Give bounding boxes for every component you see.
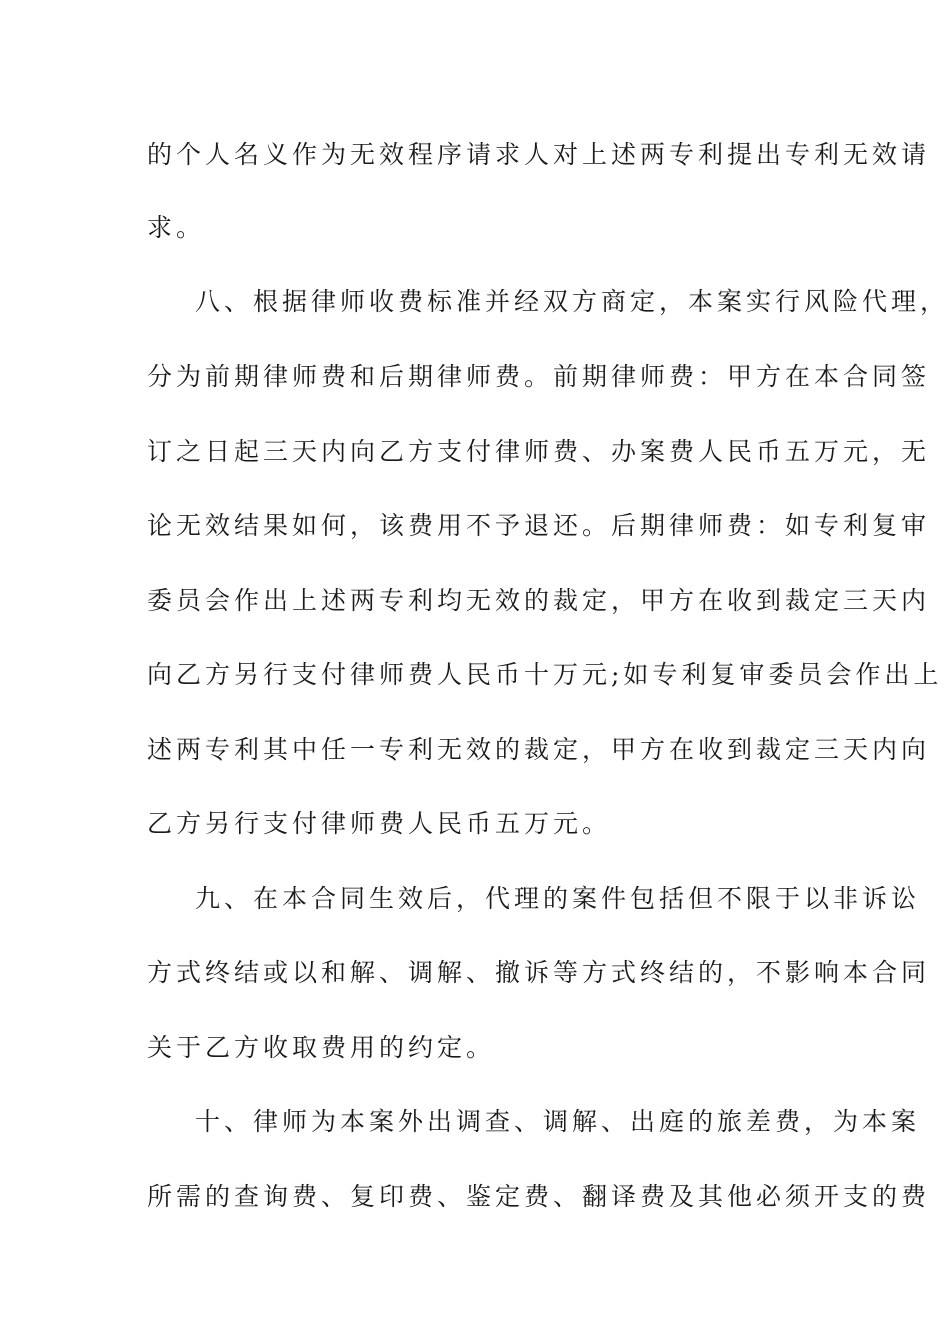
text-line: 方式终结或以和解、调解、撤诉等方式终结的，不影响本合同 — [147, 958, 931, 987]
text-line: 订之日起三天内向乙方支付律师费、办案费人民币五万元，无 — [147, 437, 931, 466]
text-line: 关于乙方收取费用的约定。 — [147, 1033, 496, 1062]
text-line: 所需的查询费、复印费、鉴定费、翻译费及其他必须开支的费 — [147, 1182, 931, 1211]
text-line: 求。 — [147, 213, 206, 242]
text-line: 向乙方另行支付律师费人民币十万元;如专利复审委员会作出上 — [147, 660, 943, 689]
text-line: 的个人名义作为无效程序请求人对上述两专利提出专利无效请 — [147, 140, 931, 169]
text-line: 论无效结果如何，该费用不予退还。后期律师费：如专利复审 — [147, 511, 931, 540]
paragraph-ten-start: 十、律师为本案外出调查、调解、出庭的旅差费，为本案 — [195, 1107, 921, 1136]
paragraph-eight-start: 八、根据律师收费标准并经双方商定，本案实行风险代理， — [195, 287, 950, 316]
text-line: 述两专利其中任一专利无效的裁定，甲方在收到裁定三天内向 — [147, 735, 931, 764]
text-line: 乙方另行支付律师费人民币五万元。 — [147, 809, 612, 838]
text-line: 分为前期律师费和后期律师费。前期律师费：甲方在本合同签 — [147, 362, 931, 391]
paragraph-nine-start: 九、在本合同生效后，代理的案件包括但不限于以非诉讼 — [195, 884, 921, 913]
text-line: 委员会作出上述两专利均无效的裁定，甲方在收到裁定三天内 — [147, 586, 931, 615]
